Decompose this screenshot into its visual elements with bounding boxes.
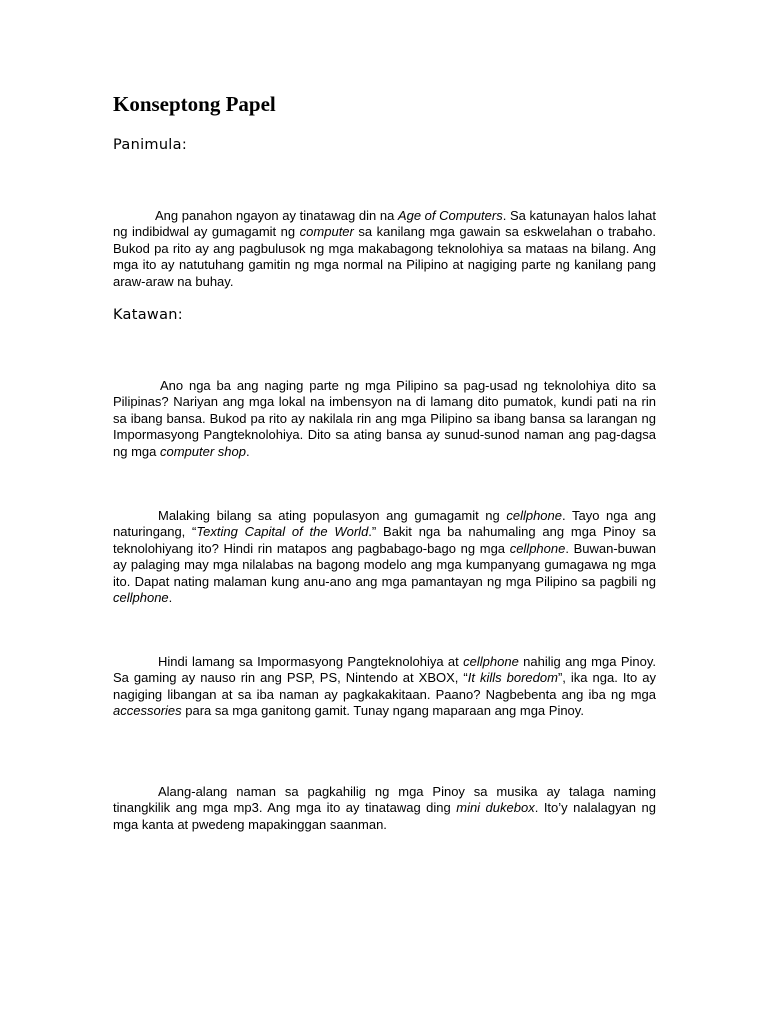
text-run: ”, ika nga. Ito ay nagiging libangan at sa iba naman ay pagkakakitaan. Paano? Nagbebenta ang iba ng mga (113, 670, 657, 702)
italic-run: cellphone (463, 654, 519, 669)
italic-run: computer (299, 224, 354, 240)
paragraph (113, 378, 656, 460)
section-heading-katawan: Katawan: (113, 307, 183, 323)
text-run: Ano nga ba ang naging parte ng mga Pilipino sa pag-usad ng teknolohiya dito sa Pilipinas? Nariyan ang mga lokal na imbensyon na di lamang dito pumatok, kundi pati na rin sa ibang bansa. Bukod pa rito ay nakilala rin ang mga Pilipino sa ibang bansa sa larangan ng Impormasyong Pangteknolohiya. Dito sa ating bansa ay sunud-sunod naman ang pag-dagsa ng mga (113, 378, 656, 459)
text-run: Malaking bilang sa ating populasyon ang gumagamit ng (158, 508, 507, 523)
text-run: . Sa katunayan halos lahat ng indibidwal ay gumagamit ng (113, 208, 656, 240)
italic-run: cellphone (113, 590, 169, 606)
italic-run: It kills boredom (467, 670, 558, 686)
italic-run: cellphone (509, 540, 566, 556)
italic-run: Texting Capital of the World (196, 524, 369, 540)
text-run: . (168, 590, 173, 606)
text-run: sa kanilang mga gawain sa eskwelahan o trabaho. Bukod pa rito ay ang pagbulusok ng mga makabagong teknolohiya sa mataas na bilang. Ang mga ito ay natutuhang gamitin ng mga normal na Pilipino at nagiging parte ng kanilang pang araw-araw na buhay. (113, 224, 657, 289)
text-run: . Ito’y nalalagyan ng mga kanta at pwedeng mapakinggan saanman. (113, 800, 656, 832)
text-run: . (245, 443, 250, 459)
text-run: nahilig ang mga Pinoy. Sa gaming ay nauso rin ang PSP, PS, Nintendo at XBOX, “ (113, 654, 656, 686)
italic-run: cellphone (506, 508, 562, 523)
text-run: Alang-alang naman sa pagkahilig ng mga Pinoy sa musika ay talaga naming tinangkilik ang mga mp3. Ang mga ito ay tinatawag ding (113, 784, 656, 816)
text-run: Ang panahon ngayon ay tinatawag din na (155, 208, 398, 223)
section-heading-panimula: Panimula: (113, 137, 188, 153)
italic-run: accessories (113, 703, 182, 719)
paragraph (113, 208, 656, 290)
document-title: Konseptong Papel (113, 92, 276, 116)
text-run: para sa mga ganitong gamit. Tunay ngang maparaan ang mga Pinoy. (181, 703, 584, 719)
paragraph (113, 654, 656, 720)
italic-run: mini dukebox (456, 800, 535, 816)
text-run: .” Bakit nga ba nahumaling ang mga Pinoy sa teknolohiyang ito? Hindi rin matapos ang pagbabago-bago ng mga (113, 524, 656, 556)
paragraph (113, 784, 656, 833)
italic-run: computer shop (159, 443, 246, 459)
text-run: . Tayo nga ang naturingang, “ (113, 508, 656, 540)
text-run: Hindi lamang sa Impormasyong Pangteknolohiya at (158, 654, 464, 669)
text-run: . Buwan-buwan ay palaging may mga nilalabas na bagong modelo ang mga kumpanyang gumagawa ng mga ito. Dapat nating malaman kung anu-ano ang mga pamantayan ng mga Pilipino sa pagbili ng (113, 540, 656, 589)
italic-run: Age of Computers (397, 208, 503, 223)
paragraph (113, 508, 656, 606)
